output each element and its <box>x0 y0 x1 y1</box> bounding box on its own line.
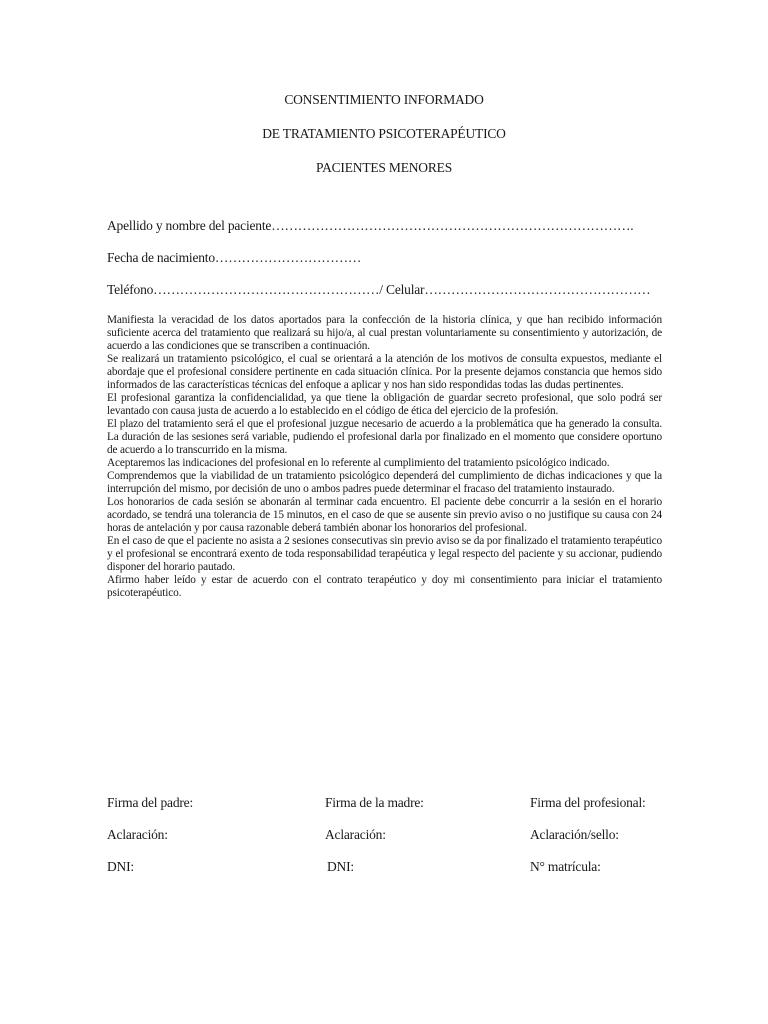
title-line-1: CONSENTIMIENTO INFORMADO <box>284 92 484 107</box>
title-line-2: DE TRATAMIENTO PSICOTERAPÉUTICO <box>262 126 506 141</box>
paragraph-indications: Aceptaremos las indicaciones del profesional en lo referente al cumplimiento del tratamiento psicológico indicado. <box>107 457 610 469</box>
paragraph-fees: Los honorarios de cada sesión se abonarán al terminar cada encuentro. El paciente debe concurrir a la sesión en el horario acordado, se tendrá una tolerancia de 15 minutos, en el caso de que se ausente sin previo aviso o no justifique su causa con 24 horas de antelación y por causa razonable deberá también abonar los honorarios del profesional. <box>107 496 662 534</box>
title-line-3: PACIENTES MENORES <box>316 160 452 175</box>
professional-seal-label: Aclaración/sello: <box>530 827 619 842</box>
mother-clarification-label: Aclaración: <box>325 827 386 842</box>
patient-fields <box>107 218 667 314</box>
patient-name-field: Apellido y nombre del paciente………………………………………………………………………. <box>107 218 634 233</box>
signature-block <box>107 795 667 891</box>
mother-signature-label: Firma de la madre: <box>325 795 424 810</box>
consent-body <box>107 314 662 600</box>
paragraph-confidentiality: El profesional garantiza la confidencialidad, ya que tiene la obligación de guardar secreto profesional, que solo podrá ser levantado con causa justa de acuerdo a lo establecido en el código de ética del ejercicio de la profesión. <box>107 392 662 417</box>
father-clarification-label: Aclaración: <box>107 827 168 842</box>
father-dni-label: DNI: <box>107 859 134 874</box>
id-row <box>107 859 667 891</box>
professional-signature-label: Firma del profesional: <box>530 795 646 810</box>
paragraph-absences: En el caso de que el paciente no asista a 2 sesiones consecutivas sin previo aviso se da por finalizado el tratamiento terapéutico y el profesional se encontrará exento de toda responsabilidad terapéutica y legal respecto del paciente y su accionar, pudiendo disponer del horario pautado. <box>107 535 662 573</box>
document-title-block <box>0 92 768 194</box>
clarification-row <box>107 827 667 859</box>
paragraph-veracity: Manifiesta la veracidad de los datos aportados para la confección de la historia clínica, y que han recibido información suficiente acerca del tratamiento que realizará su hijo/a, al cual prestan voluntariamente su consentimiento y autorización, de acuerdo a las condiciones que se transcriben a continuación. <box>107 314 662 352</box>
paragraph-duration: El plazo del tratamiento será el que el profesional juzgue necesario de acuerdo a la problemática que ha generado la consulta. La duración de las sesiones será variable, pudiendo el profesional darla por finalizado en el momento que considere oportuno de acuerdo a lo transcurrido en la misma. <box>107 418 662 456</box>
father-signature-label: Firma del padre: <box>107 795 194 810</box>
phone-field: Teléfono……………………………………………/ Celular…………………………………………… <box>107 282 651 297</box>
paragraph-treatment: Se realizará un tratamiento psicológico, el cual se orientará a la atención de los motivos de consulta expuestos, mediante el abordaje que el profesional considere pertinente en cada situación clínica. Por la presente dejamos constancia que hemos sido informados de las características técnicas del enfoque a aplicar y nos han sido respondidas todas las dudas pertinentes. <box>107 353 662 391</box>
paragraph-viability: Comprendemos que la viabilidad de un tratamiento psicológico dependerá del cumplimiento de dichas indicaciones y que la interrupción del mismo, por decisión de uno o ambos padres puede determinar el fracaso del tratamiento instaurado. <box>107 470 662 495</box>
mother-dni-label: DNI: <box>327 859 354 874</box>
birth-date-field: Fecha de nacimiento…………………………… <box>107 250 362 265</box>
signature-row <box>107 795 667 827</box>
professional-registration-label: N° matrícula: <box>530 859 601 874</box>
paragraph-affirmation: Afirmo haber leído y estar de acuerdo con el contrato terapéutico y doy mi consentimiento para iniciar el tratamiento psicoterapéutico. <box>107 574 662 599</box>
